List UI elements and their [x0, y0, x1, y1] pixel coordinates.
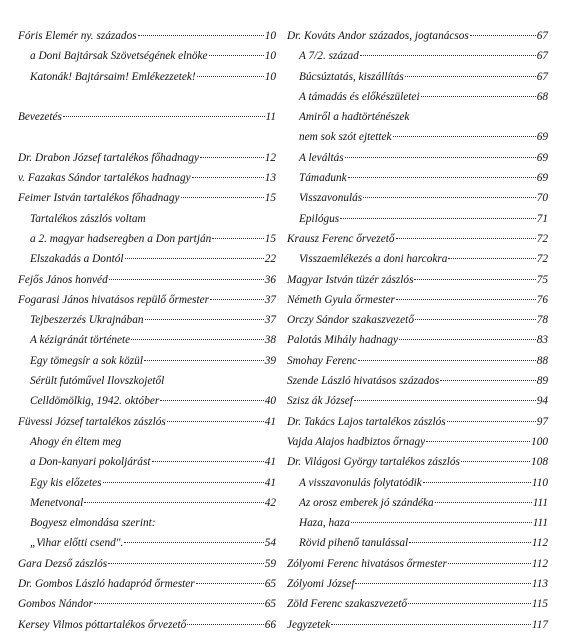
toc-entry	[287, 168, 548, 188]
toc-entry-page-number: 15	[264, 192, 276, 205]
dot-leader	[212, 238, 263, 239]
toc-entry	[18, 513, 276, 533]
toc-entry-page-number: 70	[536, 192, 548, 205]
toc-entry-title: Tartalékos zászlós voltam	[30, 212, 146, 225]
toc-entry-title: a Doni Bajtársak Szövetségének elnöke	[30, 50, 208, 63]
toc-entry	[287, 554, 548, 574]
toc-entry-title: Sérült futóművel Ilovszkojetől	[30, 375, 165, 388]
toc-entry-title: v. Fazakas Sándor tartalékos hadnagy	[18, 172, 191, 185]
toc-entry	[18, 351, 276, 371]
toc-entry-page-number: 42	[264, 496, 276, 509]
dot-leader	[94, 603, 264, 604]
dot-leader	[103, 482, 264, 483]
toc-entry-title: Epilógus	[299, 212, 340, 225]
dot-leader	[461, 461, 530, 462]
toc-entry-title: Palotás Mihály hadnagy	[287, 334, 399, 347]
toc-entry	[18, 594, 276, 614]
dot-leader	[125, 258, 264, 259]
toc-entry-page-number: 71	[536, 212, 548, 225]
toc-entry-title: Gombos Nándor	[18, 598, 94, 611]
toc-entry	[287, 371, 548, 391]
dot-leader	[470, 35, 536, 36]
dot-leader	[351, 522, 532, 523]
toc-entry-title: Bogyesz elmondása szerint:	[30, 517, 156, 530]
toc-entry-title: Feimer István tartalékos főhadnagy	[18, 192, 180, 205]
toc-entry-page-number: 115	[531, 598, 548, 611]
toc-entry-title: Az orosz emberek jó szándéka	[299, 496, 434, 509]
toc-entry-title: A leváltás	[299, 151, 344, 164]
toc-entry-title: Gara Dezső zászlós	[18, 557, 108, 570]
toc-entry-page-number: 72	[536, 253, 548, 266]
toc-entry	[18, 229, 276, 249]
dot-leader	[363, 197, 536, 198]
toc-entry	[18, 574, 276, 594]
toc-entry	[18, 107, 276, 127]
toc-entry-page-number: 117	[531, 618, 548, 631]
toc-entry-page-number: 65	[264, 598, 276, 611]
toc-entry-page-number: 41	[264, 415, 276, 428]
toc-entry-page-number: 67	[536, 30, 548, 42]
toc-entry-title: A visszavonulás folytatódik	[299, 476, 422, 489]
toc-entry-page-number: 36	[264, 273, 276, 286]
toc-entry	[287, 290, 548, 310]
dot-leader	[160, 400, 263, 401]
toc-entry-title: Fóris Elemér ny. százados	[18, 30, 137, 42]
toc-entry-page-number: 113	[531, 578, 548, 591]
toc-entry-page-number: 112	[531, 537, 548, 550]
toc-entry-page-number: 110	[531, 476, 548, 489]
dot-leader	[187, 624, 263, 625]
toc-entry-page-number: 41	[264, 456, 276, 469]
toc-entry-page-number: 40	[264, 395, 276, 408]
toc-entry-page-number: 69	[536, 131, 548, 144]
dot-leader	[138, 35, 264, 36]
dot-leader	[108, 563, 264, 564]
toc-entry	[287, 533, 548, 553]
toc-entry-title: Egy kis előzetes	[30, 476, 102, 489]
toc-entry-title: Fejős János honvéd	[18, 273, 108, 286]
toc-entry	[18, 270, 276, 290]
toc-entry	[287, 351, 548, 371]
toc-entry-page-number: 83	[536, 334, 548, 347]
toc-entry	[287, 67, 548, 87]
toc-entry-page-number: 37	[264, 293, 276, 306]
toc-entry-title: nem sok szót ejtettek	[299, 131, 392, 144]
toc-entry	[18, 554, 276, 574]
toc-entry-title: Szende László hivatásos százados	[287, 375, 440, 388]
toc-entry-title: Szisz ák József	[287, 395, 353, 408]
toc-entry-page-number: 10	[264, 30, 276, 42]
toc-entry	[18, 46, 276, 66]
toc-entry	[287, 87, 548, 107]
toc-entry	[287, 270, 548, 290]
toc-entry-title: Füvessi József tartalékos zászlós	[18, 415, 166, 428]
toc-entry	[287, 127, 548, 147]
toc-entry	[287, 46, 548, 66]
dot-leader	[145, 319, 264, 320]
toc-entry	[287, 574, 548, 594]
toc-entry	[18, 188, 276, 208]
dot-leader	[435, 502, 532, 503]
dot-leader	[414, 279, 535, 280]
toc-entry-title: Haza, haza	[299, 517, 350, 530]
toc-entry-page-number: 59	[264, 557, 276, 570]
toc-entry-title: A 7/2. század	[299, 50, 359, 63]
dot-leader	[109, 279, 264, 280]
dot-leader	[421, 96, 536, 97]
toc-entry	[287, 209, 548, 229]
toc-entry	[18, 310, 276, 330]
toc-entry	[18, 249, 276, 269]
toc-entry-title: „Vihar előtti csend".	[30, 537, 124, 550]
toc-entry-page-number: 22	[264, 253, 276, 266]
toc-entry-page-number: 111	[532, 496, 548, 509]
toc-entry	[287, 615, 548, 635]
toc-entry	[18, 209, 276, 229]
toc-entry-title: Dr. Gombos László hadapród őrmester	[18, 578, 195, 591]
dot-leader	[167, 421, 264, 422]
toc-entry	[287, 452, 548, 472]
toc-entry-page-number: 12	[264, 151, 276, 164]
dot-leader	[423, 482, 531, 483]
toc-entry-page-number: 112	[531, 557, 548, 570]
dot-leader	[448, 563, 531, 564]
toc-entry-page-number: 10	[264, 70, 276, 83]
toc-entry	[18, 391, 276, 411]
dot-leader	[345, 157, 536, 158]
toc-entry-page-number: 37	[264, 314, 276, 327]
toc-entry-title: Fogarasi János hivatásos repülő őrmester	[18, 293, 209, 306]
toc-left-column	[18, 26, 276, 635]
toc-entry-page-number: 39	[264, 354, 276, 367]
toc-entry-page-number: 72	[536, 232, 548, 245]
toc-entry-title: Tejbeszerzés Ukrajnában	[30, 314, 144, 327]
toc-entry	[287, 473, 548, 493]
toc-entry-title: Jegyzetek	[287, 618, 331, 631]
toc-entry-title: Dr. Takács Lajos tartalékos zászlós	[287, 415, 446, 428]
toc-entry	[287, 107, 548, 127]
toc-entry-page-number: 10	[264, 50, 276, 63]
toc-entry-title: Dr. Kováts Andor százados, jogtanácsos	[287, 30, 469, 42]
toc-entry-title: Zöld Ferenc szakaszvezető	[287, 598, 408, 611]
toc-entry	[18, 432, 276, 452]
toc-entry-page-number: 75	[536, 273, 548, 286]
dot-leader	[84, 502, 263, 503]
dot-leader	[348, 177, 536, 178]
dot-leader	[355, 583, 530, 584]
dot-leader	[360, 55, 536, 56]
toc-entry	[18, 533, 276, 553]
toc-entry-title: Smohay Ferenc	[287, 354, 358, 367]
toc-entry-title: a 2. magyar hadseregben a Don partján	[30, 232, 212, 245]
dot-leader	[409, 542, 531, 543]
toc-entry	[287, 391, 548, 411]
toc-entry	[287, 26, 548, 46]
dot-leader	[192, 177, 264, 178]
dot-leader	[181, 197, 264, 198]
toc-entry	[287, 432, 548, 452]
toc-entry	[18, 148, 276, 168]
toc-entry-title: Búcsúztatás, kiszállítás	[299, 70, 404, 83]
toc-entry-title: Zólyomi József	[287, 578, 355, 591]
toc-entry-title: Dr. Drabon József tartalékos főhadnagy	[18, 151, 200, 164]
toc-entry-title: Katonák! Bajtársaim! Emlékezzetek!	[30, 70, 196, 83]
toc-entry-page-number: 78	[536, 314, 548, 327]
toc-entry	[18, 290, 276, 310]
toc-entry-title: Dr. Világosi György tartalékos zászlós	[287, 456, 460, 469]
dot-leader	[131, 339, 264, 340]
toc-entry	[18, 473, 276, 493]
toc-entry-title: Elszakadás a Dontól	[30, 253, 124, 266]
dot-leader	[144, 360, 264, 361]
dot-leader	[440, 380, 535, 381]
toc-entry-page-number: 97	[536, 415, 548, 428]
toc-entry	[287, 330, 548, 350]
toc-entry	[287, 229, 548, 249]
toc-entry	[287, 493, 548, 513]
toc-entry-title: Németh Gyula őrmester	[287, 293, 395, 306]
toc-entry-title: Visszavonulás	[299, 192, 363, 205]
toc-entry-title: Rövid pihenő tanulással	[299, 537, 409, 550]
dot-leader	[447, 421, 536, 422]
dot-leader	[331, 624, 531, 625]
dot-leader	[358, 360, 536, 361]
dot-leader	[426, 441, 530, 442]
dot-leader	[340, 218, 536, 219]
toc-entry-title: a Don-kanyari pokoljárást	[30, 456, 151, 469]
toc-entry-page-number: 76	[536, 293, 548, 306]
toc-entry	[287, 310, 548, 330]
toc-right-column	[287, 26, 548, 635]
toc-entry-page-number: 54	[264, 537, 276, 550]
toc-entry-title: Zólyomi Ferenc hivatásos őrmester	[287, 557, 447, 570]
toc-entry	[18, 26, 276, 46]
toc-entry	[18, 330, 276, 350]
toc-entry	[287, 412, 548, 432]
dot-leader	[124, 542, 263, 543]
toc-entry-title: A kézigránát története	[30, 334, 131, 347]
toc-entry	[18, 168, 276, 188]
dot-leader	[152, 461, 264, 462]
toc-entry-page-number: 89	[536, 375, 548, 388]
toc-entry-title: Kersey Vilmos póttartalékos őrvezető	[18, 618, 187, 631]
toc-entry-page-number: 15	[264, 232, 276, 245]
dot-leader	[408, 603, 531, 604]
toc-entry-title: Egy tömegsír a sok közül	[30, 354, 143, 367]
toc-entry	[18, 67, 276, 87]
toc-entry	[287, 513, 548, 533]
toc-entry-title: Celldömölkig, 1942. október	[30, 395, 160, 408]
toc-entry	[287, 148, 548, 168]
dot-leader	[354, 400, 536, 401]
toc-entry-title: Orczy Sándor szakaszvezető	[287, 314, 414, 327]
toc-entry-page-number: 67	[536, 50, 548, 63]
dot-leader	[393, 136, 536, 137]
dot-leader	[210, 299, 264, 300]
toc-entry-title: Menetvonal	[30, 496, 84, 509]
toc-entry-page-number: 68	[536, 90, 548, 103]
toc-entry	[18, 371, 276, 391]
dot-leader	[399, 339, 536, 340]
toc-entry-page-number: 38	[264, 334, 276, 347]
toc-entry-page-number: 11	[265, 111, 276, 124]
toc-entry-page-number: 67	[536, 70, 548, 83]
toc-entry	[18, 412, 276, 432]
toc-entry-title: Ahogy én éltem meg	[30, 435, 122, 448]
dot-leader	[196, 583, 264, 584]
dot-leader	[405, 76, 536, 77]
toc-entry-title: Vajda Alajos hadbiztos őrnagy	[287, 435, 426, 448]
dot-leader	[63, 116, 265, 117]
toc-entry	[287, 249, 548, 269]
toc-entry-page-number: 66	[264, 618, 276, 631]
toc-entry-page-number: 13	[264, 172, 276, 185]
toc-entry-page-number: 108	[531, 456, 548, 469]
toc-entry-page-number: 69	[536, 172, 548, 185]
toc-entry-title: Támadunk	[299, 172, 347, 185]
toc-entry-page-number: 88	[536, 354, 548, 367]
toc-entry	[287, 594, 548, 614]
dot-leader	[200, 157, 264, 158]
toc-entry-page-number: 65	[264, 578, 276, 591]
toc-entry	[18, 493, 276, 513]
dot-leader	[396, 299, 536, 300]
toc-entry	[18, 452, 276, 472]
toc-entry-title: Amiről a hadtörténészek	[299, 111, 410, 124]
dot-leader	[209, 55, 264, 56]
dot-leader	[415, 319, 536, 320]
toc-entry-page-number: 94	[536, 395, 548, 408]
toc-entry	[18, 615, 276, 635]
toc-entry-page-number: 41	[264, 476, 276, 489]
toc-entry-title: A támadás és előkészületei	[299, 90, 420, 103]
toc-entry-page-number: 111	[532, 517, 548, 530]
toc-entry-title: Visszaemlékezés a doni harcokra	[299, 253, 448, 266]
toc-entry-page-number: 69	[536, 151, 548, 164]
toc-entry-page-number: 100	[531, 435, 548, 448]
toc-entry-title: Magyar István tüzér zászlós	[287, 273, 414, 286]
toc-entry-title: Bevezetés	[18, 111, 62, 124]
dot-leader	[448, 258, 535, 259]
dot-leader	[197, 76, 264, 77]
toc-entry-title: Krausz Ferenc őrvezető	[287, 232, 395, 245]
toc-entry	[287, 188, 548, 208]
dot-leader	[396, 238, 536, 239]
